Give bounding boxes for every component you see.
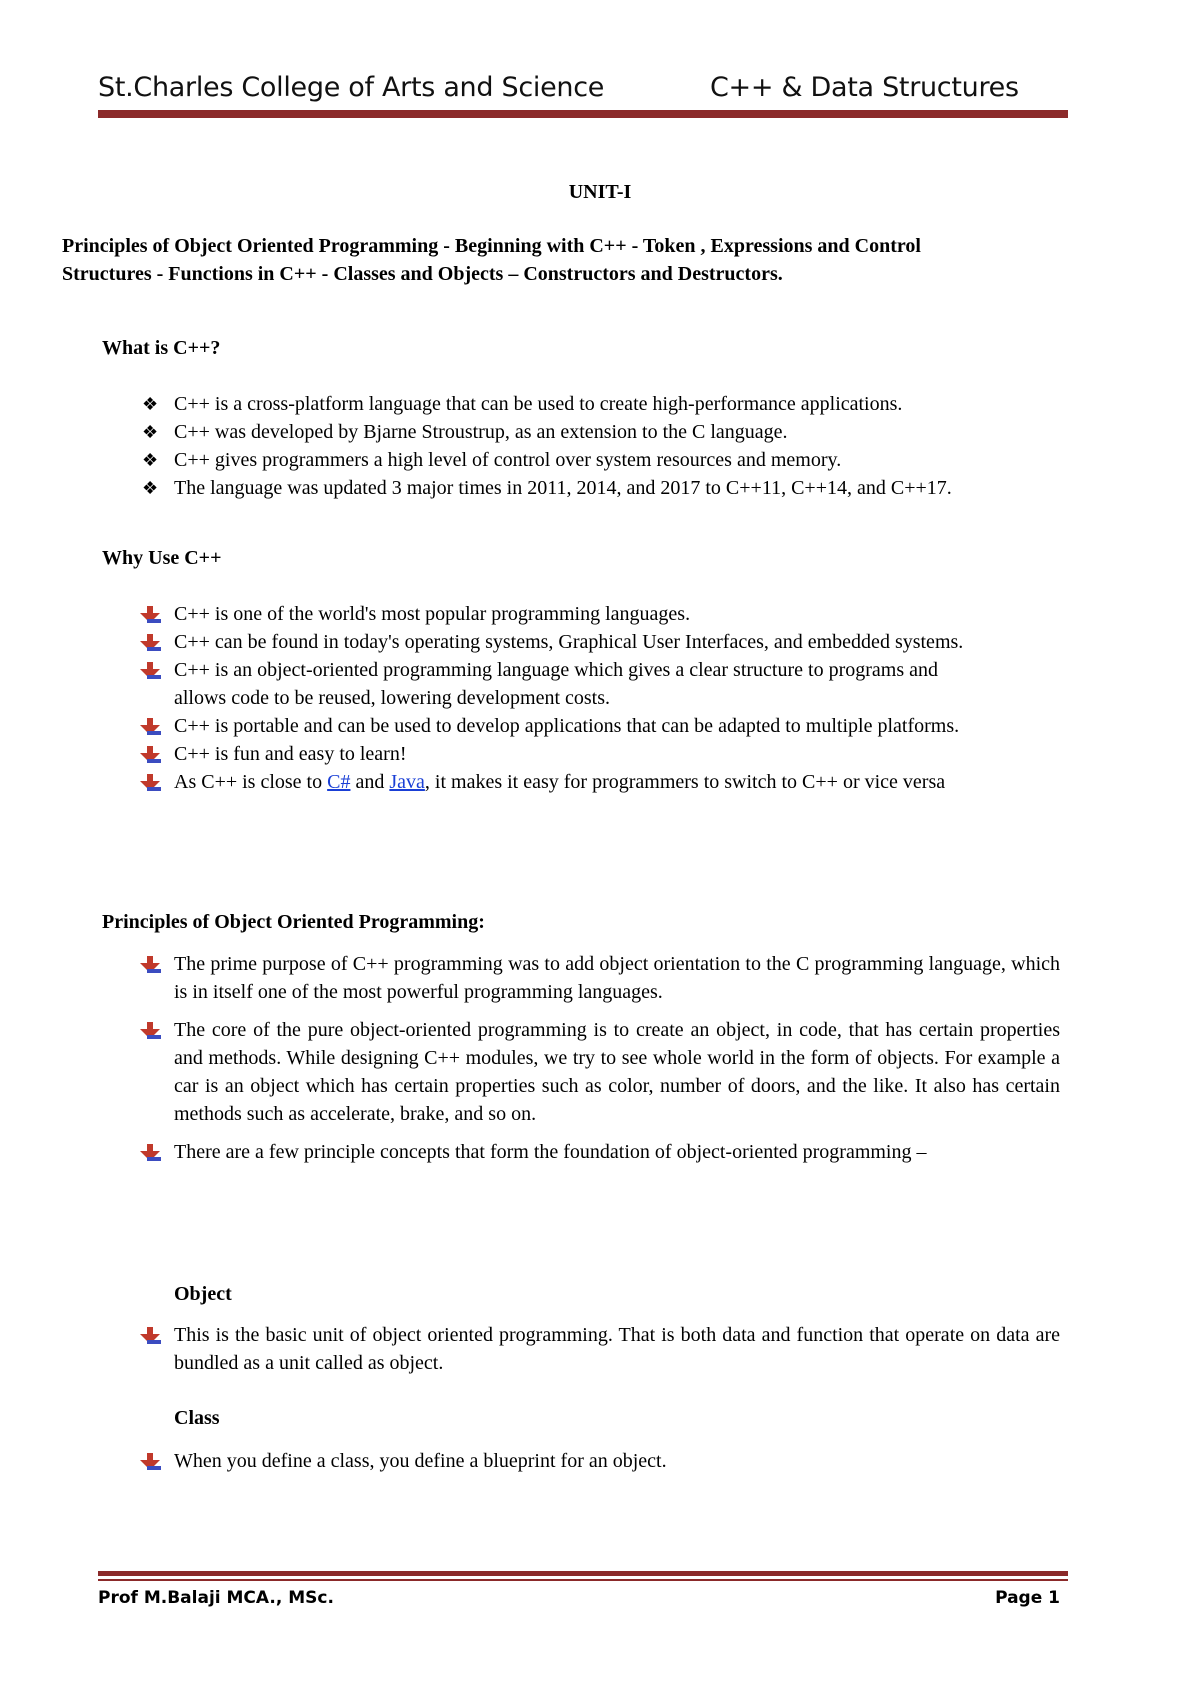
syllabus — [62, 232, 1142, 288]
list-item: ❖ C++ is a cross-platform language that can be used to create high-performance applications. — [140, 390, 1060, 418]
arrow-bullet-icon — [140, 606, 162, 624]
arrow-bullet-icon — [140, 1144, 162, 1162]
object-list — [140, 1321, 1060, 1377]
syllabus-line-2: Structures - Functions in C++ - Classes and Objects – Constructors and Destructors. — [62, 263, 783, 285]
list-item: There are a few principle concepts that form the foundation of object-oriented programming – — [140, 1138, 1060, 1166]
unit-title: UNIT-I — [568, 181, 632, 203]
principles-list — [140, 950, 1060, 1166]
java-link[interactable]: Java — [389, 771, 425, 793]
syllabus-line-1: Principles of Object Oriented Programming - Beginning with C++ - Token , Expressions and Control — [62, 235, 921, 257]
arrow-bullet-icon — [140, 634, 162, 652]
list-item: C++ is an object-oriented programming language which gives a clear structure to programs and allows code to be reused, lowering development costs. — [140, 656, 970, 712]
list-item: C++ is one of the world's most popular programming languages. — [140, 600, 970, 628]
arrow-bullet-icon — [140, 774, 162, 792]
arrow-bullet-icon — [140, 746, 162, 764]
header-rule — [98, 110, 1068, 118]
list-item: ❖ The language was updated 3 major times in 2011, 2014, and 2017 to C++11, C++14, and C++17. — [140, 474, 994, 502]
arrow-bullet-icon — [140, 1453, 162, 1471]
footer-rule-thin — [98, 1579, 1068, 1581]
page-header — [98, 72, 1068, 112]
arrow-bullet-icon — [140, 1327, 162, 1345]
list-item: When you define a class, you define a blueprint for an object. — [140, 1447, 1060, 1475]
page-number: Page 1 — [995, 1588, 1060, 1608]
list-item: ❖ C++ was developed by Bjarne Stroustrup, as an extension to the C language. — [140, 418, 1060, 446]
diamond-bullet-icon: ❖ — [142, 422, 159, 442]
list-item: C++ is fun and easy to learn! — [140, 740, 970, 768]
what-is-heading: What is C++? — [102, 337, 221, 359]
why-use-heading: Why Use C++ — [102, 547, 222, 569]
class-list — [140, 1447, 1060, 1475]
object-heading: Object — [174, 1283, 232, 1305]
list-item: As C++ is close to C# and Java, it makes it easy for programmers to switch to C++ or vice versa — [140, 768, 970, 796]
why-use-list — [140, 600, 970, 796]
page-footer — [98, 1588, 1068, 1616]
list-item: The core of the pure object-oriented programming is to create an object, in code, that has certain properties and methods. While designing C++ modules, we try to see whole world in the form of objects. For example a car is an object which has certain properties such as color, number of doors, and the like. It also has certain methods such as accelerate, brake, and so on. — [140, 1016, 1060, 1128]
list-item: The prime purpose of C++ programming was to add object orientation to the C programming language, which is in itself one of the most powerful programming languages. — [140, 950, 1060, 1006]
author: Prof M.Balaji MCA., MSc. — [98, 1588, 334, 1608]
arrow-bullet-icon — [140, 662, 162, 680]
subject-name: C++ & Data Structures — [710, 72, 1019, 103]
footer-rule — [98, 1571, 1068, 1576]
principles-heading: Principles of Object Oriented Programming: — [102, 911, 485, 933]
arrow-bullet-icon — [140, 1022, 162, 1040]
class-heading: Class — [174, 1407, 220, 1429]
csharp-link[interactable]: C# — [327, 771, 351, 793]
arrow-bullet-icon — [140, 956, 162, 974]
list-item: ❖ C++ gives programmers a high level of control over system resources and memory. — [140, 446, 1060, 474]
diamond-bullet-icon: ❖ — [142, 394, 159, 414]
list-item: C++ can be found in today's operating systems, Graphical User Interfaces, and embedded systems. — [140, 628, 970, 656]
list-item: This is the basic unit of object oriented programming. That is both data and function that operate on data are bundled as a unit called as object. — [140, 1321, 1060, 1377]
college-name: St.Charles College of Arts and Science — [98, 72, 605, 103]
what-is-list — [140, 390, 1060, 502]
diamond-bullet-icon: ❖ — [142, 450, 159, 470]
arrow-bullet-icon — [140, 718, 162, 736]
diamond-bullet-icon: ❖ — [142, 478, 159, 498]
list-item: C++ is portable and can be used to develop applications that can be adapted to multiple platforms. — [140, 712, 970, 740]
